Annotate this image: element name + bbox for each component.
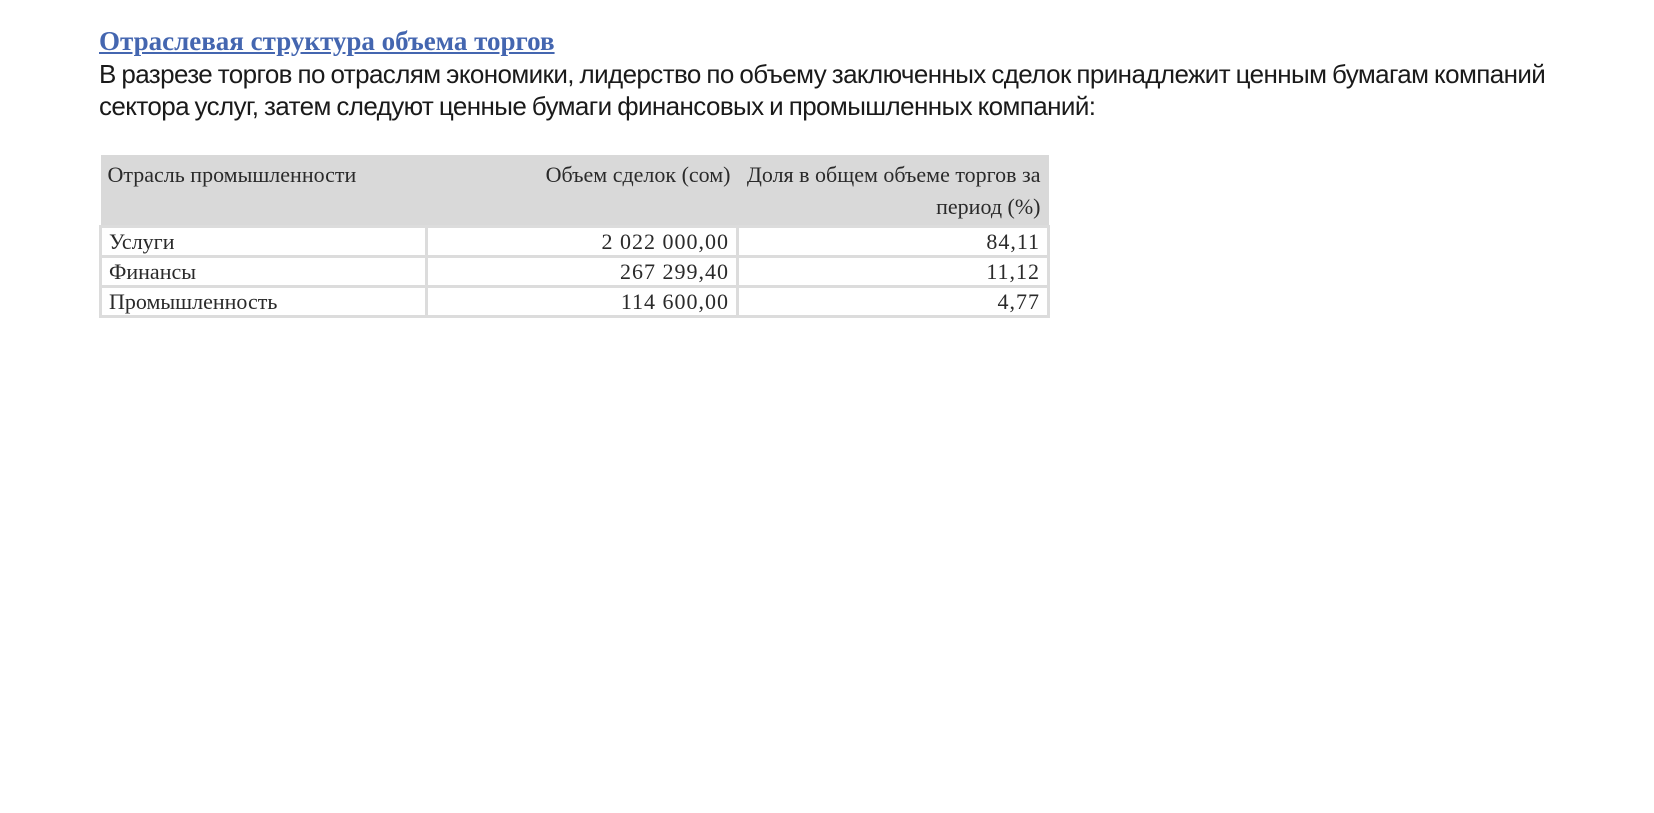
sector-volume-table: [99, 155, 1050, 318]
cell-share: 84,11: [738, 227, 1049, 257]
cell-share: 11,12: [738, 257, 1049, 287]
cell-volume: 2 022 000,00: [427, 227, 738, 257]
cell-volume: 114 600,00: [427, 287, 738, 317]
table-header-row: [101, 155, 1049, 227]
cell-volume: 267 299,40: [427, 257, 738, 287]
column-header-sector: Отрасль промышленности: [101, 155, 427, 227]
document-page: [99, 24, 1639, 314]
table-row: [101, 257, 1049, 287]
cell-share: 4,77: [738, 287, 1049, 317]
column-header-share: Доля в общем объеме торгов за период (%): [738, 155, 1049, 227]
table-row: [101, 287, 1049, 317]
column-header-volume: Объем сделок (сом): [427, 155, 738, 227]
section-heading[interactable]: Отраслевая структура объема торгов: [99, 26, 555, 56]
cell-sector: Финансы: [101, 257, 427, 287]
cell-sector: Услуги: [101, 227, 427, 257]
table-row: [101, 227, 1049, 257]
cell-sector: Промышленность: [101, 287, 427, 317]
intro-paragraph: В разрезе торгов по отраслям экономики, лидерство по объему заключенных сделок принадлежит ценным бумагам компаний сектора услуг, затем следуют ценные бумаги финансовых и промышленных компаний:: [99, 59, 1546, 121]
